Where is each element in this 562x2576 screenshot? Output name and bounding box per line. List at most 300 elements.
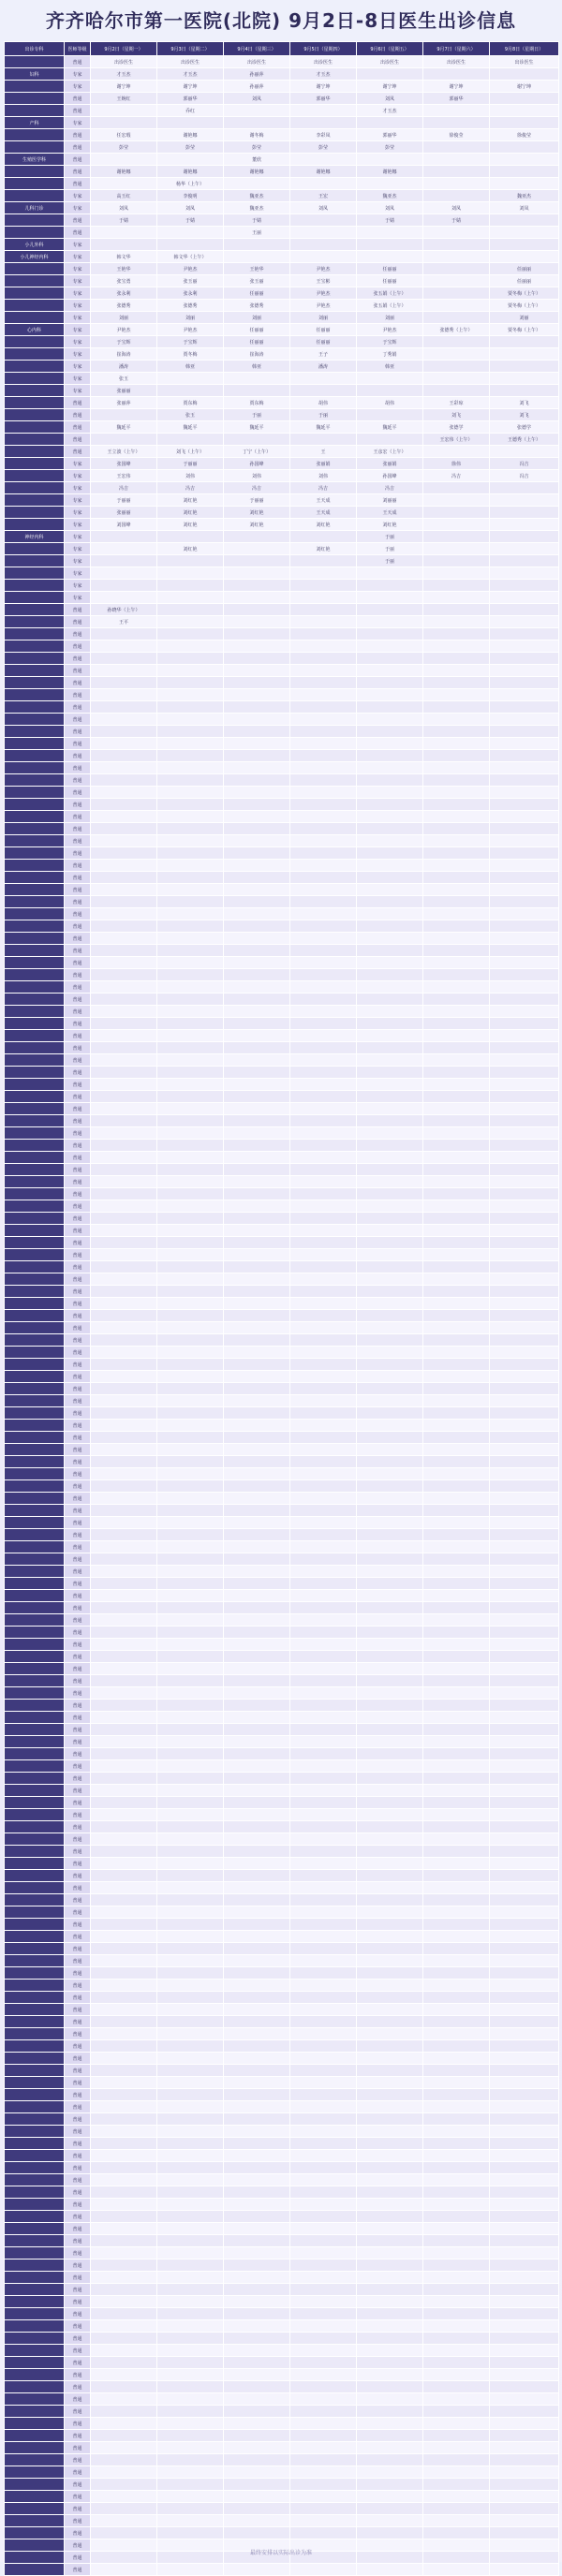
doctor-cell <box>423 1943 490 1955</box>
doctor-cell <box>423 616 490 628</box>
dept-cell <box>5 1468 65 1480</box>
dept-cell <box>5 689 65 701</box>
dept-cell <box>5 385 65 397</box>
level-cell: 普通 <box>65 2138 91 2150</box>
doctor-cell <box>490 1627 559 1639</box>
doctor-cell <box>357 1359 423 1371</box>
dept-cell <box>5 1590 65 1602</box>
doctor-cell <box>290 2418 357 2430</box>
table-row <box>5 628 559 640</box>
doctor-cell <box>290 2065 357 2077</box>
doctor-cell <box>290 2126 357 2138</box>
table-row <box>5 1992 559 2004</box>
doctor-cell <box>357 1164 423 1176</box>
doctor-cell: 王丽 <box>224 227 290 239</box>
table-row <box>5 762 559 774</box>
level-cell: 普通 <box>65 1395 91 1407</box>
doctor-cell <box>357 799 423 811</box>
doctor-cell <box>357 1687 423 1700</box>
doctor-cell <box>423 1760 490 1773</box>
doctor-cell <box>91 2430 157 2442</box>
doctor-cell: 刘红艳 <box>157 494 224 507</box>
doctor-cell <box>224 2162 290 2174</box>
level-cell: 普通 <box>65 105 91 117</box>
doctor-cell: 张宝勇 <box>91 275 157 287</box>
level-cell: 普通 <box>65 2381 91 2393</box>
doctor-cell <box>490 1237 559 1249</box>
table-row <box>5 2296 559 2308</box>
doctor-cell: 韩文华 <box>91 251 157 263</box>
doctor-cell <box>490 1505 559 1517</box>
level-cell: 专家 <box>65 361 91 373</box>
doctor-cell <box>490 981 559 994</box>
level-cell: 普通 <box>65 2357 91 2369</box>
doctor-cell <box>224 2247 290 2260</box>
doctor-cell <box>490 2186 559 2199</box>
dept-cell <box>5 1870 65 1882</box>
doctor-cell <box>224 2296 290 2308</box>
level-cell: 专家 <box>65 190 91 202</box>
level-cell: 普通 <box>65 1359 91 1371</box>
doctor-cell: 贾冬梅（上午） <box>490 300 559 312</box>
doctor-cell <box>91 1785 157 1797</box>
doctor-cell <box>224 2113 290 2126</box>
doctor-cell <box>157 580 224 592</box>
doctor-cell <box>423 1602 490 1614</box>
table-row <box>5 1517 559 1529</box>
table-row <box>5 1614 559 1627</box>
doctor-cell <box>423 68 490 81</box>
dept-cell <box>5 2503 65 2515</box>
doctor-cell <box>423 2211 490 2223</box>
doctor-cell <box>290 2174 357 2186</box>
dept-cell <box>5 1480 65 1493</box>
doctor-cell <box>290 799 357 811</box>
dept-cell <box>5 2174 65 2186</box>
doctor-cell <box>490 1371 559 1383</box>
doctor-cell <box>91 1383 157 1395</box>
doctor-cell <box>357 1967 423 1980</box>
doctor-cell <box>423 1517 490 1529</box>
dept-cell <box>5 2260 65 2272</box>
dept-cell <box>5 1773 65 1785</box>
doctor-cell <box>423 1298 490 1310</box>
doctor-cell <box>490 884 559 896</box>
table-row <box>5 1846 559 1858</box>
doctor-cell <box>357 1371 423 1383</box>
doctor-cell <box>423 2333 490 2345</box>
level-cell: 普通 <box>65 2393 91 2406</box>
doctor-cell <box>157 1127 224 1140</box>
doctor-cell <box>357 847 423 860</box>
doctor-cell <box>224 2369 290 2381</box>
table-row <box>5 1359 559 1371</box>
doctor-cell <box>423 1712 490 1724</box>
doctor-cell <box>490 896 559 908</box>
level-cell: 专家 <box>65 531 91 543</box>
doctor-cell <box>91 665 157 677</box>
doctor-cell <box>91 567 157 580</box>
doctor-cell <box>423 1030 490 1042</box>
doctor-cell <box>490 847 559 860</box>
doctor-cell <box>91 762 157 774</box>
doctor-cell <box>357 1797 423 1809</box>
doctor-cell <box>224 1505 290 1517</box>
dept-cell <box>5 908 65 920</box>
doctor-cell <box>357 665 423 677</box>
doctor-cell <box>423 1980 490 1992</box>
doctor-cell: 高玉红 <box>91 190 157 202</box>
doctor-cell <box>357 68 423 81</box>
table-row <box>5 117 559 129</box>
doctor-cell <box>423 166 490 178</box>
table-row <box>5 1225 559 1237</box>
doctor-cell <box>290 1079 357 1091</box>
doctor-cell <box>357 884 423 896</box>
doctor-cell <box>224 543 290 555</box>
doctor-cell <box>224 105 290 117</box>
dept-cell <box>5 2442 65 2454</box>
doctor-cell <box>423 105 490 117</box>
doctor-cell <box>290 1115 357 1127</box>
table-row <box>5 981 559 994</box>
doctor-cell <box>423 677 490 689</box>
doctor-cell <box>290 178 357 190</box>
table-row <box>5 2406 559 2418</box>
doctor-cell <box>157 1919 224 1931</box>
level-cell: 普通 <box>65 774 91 787</box>
doctor-cell <box>91 2503 157 2515</box>
doctor-cell: 贾东梅 <box>157 397 224 409</box>
dept-cell <box>5 1042 65 1054</box>
doctor-cell <box>423 1456 490 1468</box>
table-row <box>5 2211 559 2223</box>
dept-cell <box>5 957 65 969</box>
dept-cell <box>5 884 65 896</box>
doctor-cell <box>91 628 157 640</box>
doctor-cell <box>423 239 490 251</box>
table-row <box>5 714 559 726</box>
doctor-cell <box>490 1347 559 1359</box>
doctor-cell <box>490 543 559 555</box>
doctor-cell <box>290 1371 357 1383</box>
doctor-cell <box>423 835 490 847</box>
doctor-cell <box>290 1529 357 1541</box>
level-cell: 普通 <box>65 701 91 714</box>
doctor-cell <box>157 689 224 701</box>
dept-cell <box>5 1200 65 1213</box>
level-cell: 专家 <box>65 202 91 214</box>
doctor-cell <box>157 1140 224 1152</box>
doctor-cell <box>290 1188 357 1200</box>
doctor-cell <box>357 2381 423 2393</box>
level-cell: 普通 <box>65 1371 91 1383</box>
doctor-cell: 于丽丽 <box>91 494 157 507</box>
dept-cell <box>5 312 65 324</box>
table-row <box>5 202 559 214</box>
doctor-cell <box>423 2357 490 2369</box>
dept-cell <box>5 2150 65 2162</box>
level-cell: 普通 <box>65 908 91 920</box>
table-header <box>5 42 559 56</box>
doctor-cell <box>490 1773 559 1785</box>
table-row <box>5 1712 559 1724</box>
doctor-cell <box>224 580 290 592</box>
doctor-cell <box>357 1140 423 1152</box>
doctor-cell <box>423 1371 490 1383</box>
level-cell: 普通 <box>65 1286 91 1298</box>
doctor-cell <box>224 1748 290 1760</box>
doctor-cell <box>357 774 423 787</box>
level-cell: 普通 <box>65 2101 91 2113</box>
doctor-cell: 刘飞 <box>490 409 559 421</box>
level-cell: 专家 <box>65 81 91 93</box>
doctor-cell <box>423 1091 490 1103</box>
level-cell: 普通 <box>65 1127 91 1140</box>
doctor-cell <box>224 2515 290 2527</box>
doctor-cell <box>357 1152 423 1164</box>
doctor-cell <box>224 1687 290 1700</box>
doctor-cell <box>357 2515 423 2527</box>
table-row <box>5 519 559 531</box>
doctor-cell <box>423 1310 490 1322</box>
doctor-cell <box>91 799 157 811</box>
level-cell: 普通 <box>65 1407 91 1420</box>
doctor-cell <box>423 275 490 287</box>
doctor-cell <box>91 2284 157 2296</box>
doctor-cell <box>224 1103 290 1115</box>
level-cell: 普通 <box>65 1115 91 1127</box>
doctor-cell <box>490 1079 559 1091</box>
table-row <box>5 1639 559 1651</box>
dept-cell <box>5 1931 65 1943</box>
doctor-cell <box>490 1383 559 1395</box>
dept-cell <box>5 1906 65 1919</box>
table-row <box>5 2138 559 2150</box>
doctor-cell <box>423 2065 490 2077</box>
doctor-cell <box>224 1541 290 1553</box>
dept-cell <box>5 787 65 799</box>
doctor-cell <box>423 957 490 969</box>
doctor-cell <box>224 1882 290 1894</box>
doctor-cell <box>224 2333 290 2345</box>
doctor-cell <box>490 1894 559 1906</box>
table-row <box>5 56 559 68</box>
doctor-cell <box>157 1614 224 1627</box>
doctor-cell: 刘丽 <box>357 312 423 324</box>
doctor-cell <box>490 701 559 714</box>
level-cell: 专家 <box>65 373 91 385</box>
doctor-cell <box>357 762 423 774</box>
level-cell: 普通 <box>65 2296 91 2308</box>
doctor-cell <box>224 1517 290 1529</box>
table-row <box>5 2162 559 2174</box>
doctor-cell <box>490 166 559 178</box>
dept-cell <box>5 799 65 811</box>
doctor-cell <box>224 1614 290 1627</box>
dept-cell <box>5 2186 65 2199</box>
table-row <box>5 994 559 1006</box>
level-cell: 普通 <box>65 628 91 640</box>
doctor-cell <box>423 1906 490 1919</box>
doctor-cell <box>290 117 357 129</box>
column-header: 9月8日（星期日） <box>490 42 559 56</box>
doctor-cell: 谢艳娜 <box>157 166 224 178</box>
doctor-cell <box>91 1456 157 1468</box>
doctor-cell <box>357 1249 423 1261</box>
dept-cell <box>5 555 65 567</box>
doctor-cell: 张德秀（上午） <box>423 324 490 336</box>
doctor-cell <box>91 1919 157 1931</box>
level-cell: 普通 <box>65 750 91 762</box>
doctor-cell <box>290 1931 357 1943</box>
doctor-cell <box>157 774 224 787</box>
dept-cell <box>5 2320 65 2333</box>
doctor-cell <box>224 2223 290 2235</box>
dept-cell <box>5 872 65 884</box>
doctor-cell <box>490 1420 559 1432</box>
doctor-cell <box>357 2564 423 2576</box>
doctor-cell <box>490 1821 559 1833</box>
doctor-cell: 刘凤 <box>290 202 357 214</box>
doctor-cell <box>290 1967 357 1980</box>
table-row <box>5 665 559 677</box>
level-cell: 普通 <box>65 1627 91 1639</box>
doctor-cell <box>357 1578 423 1590</box>
doctor-cell: 刘凤 <box>157 202 224 214</box>
doctor-cell <box>490 580 559 592</box>
doctor-cell <box>290 1054 357 1067</box>
dept-cell <box>5 1833 65 1846</box>
doctor-cell <box>357 1006 423 1018</box>
table-row <box>5 1553 559 1566</box>
doctor-cell: 于宝辉 <box>157 336 224 348</box>
doctor-cell <box>357 1627 423 1639</box>
level-cell: 普通 <box>65 2065 91 2077</box>
table-row <box>5 397 559 409</box>
doctor-cell <box>423 1395 490 1407</box>
doctor-cell <box>490 1712 559 1724</box>
table-row <box>5 2028 559 2040</box>
doctor-cell <box>91 1627 157 1639</box>
dept-cell <box>5 1079 65 1091</box>
doctor-cell <box>290 1736 357 1748</box>
doctor-cell <box>224 738 290 750</box>
doctor-cell <box>357 1347 423 1359</box>
doctor-cell <box>423 1140 490 1152</box>
doctor-cell <box>157 738 224 750</box>
doctor-cell <box>290 2308 357 2320</box>
doctor-cell <box>357 933 423 945</box>
dept-cell <box>5 933 65 945</box>
doctor-cell <box>290 1322 357 1334</box>
level-cell: 专家 <box>65 470 91 482</box>
doctor-cell: 王立波（上午） <box>91 446 157 458</box>
doctor-cell <box>357 1407 423 1420</box>
doctor-cell <box>290 1724 357 1736</box>
doctor-cell <box>357 1444 423 1456</box>
level-cell: 普通 <box>65 397 91 409</box>
doctor-cell <box>490 604 559 616</box>
doctor-cell <box>290 214 357 227</box>
doctor-cell <box>423 2162 490 2174</box>
doctor-cell <box>91 1541 157 1553</box>
doctor-cell <box>490 1590 559 1602</box>
table-row <box>5 2004 559 2016</box>
doctor-cell <box>490 1493 559 1505</box>
level-cell: 普通 <box>65 1018 91 1030</box>
table-row <box>5 701 559 714</box>
doctor-cell <box>91 1225 157 1237</box>
table-row <box>5 1493 559 1505</box>
doctor-cell <box>423 1237 490 1249</box>
dept-cell <box>5 994 65 1006</box>
doctor-cell <box>423 1164 490 1176</box>
doctor-cell <box>357 1639 423 1651</box>
doctor-cell <box>157 847 224 860</box>
dept-cell <box>5 336 65 348</box>
doctor-cell <box>490 141 559 154</box>
doctor-cell <box>290 2272 357 2284</box>
doctor-cell <box>490 1042 559 1054</box>
doctor-cell: 冯吉 <box>490 458 559 470</box>
dept-cell <box>5 2430 65 2442</box>
level-cell: 普通 <box>65 811 91 823</box>
doctor-cell <box>290 2235 357 2247</box>
doctor-cell <box>357 1651 423 1663</box>
doctor-cell <box>423 1614 490 1627</box>
dept-cell <box>5 628 65 640</box>
doctor-cell <box>157 1687 224 1700</box>
doctor-cell <box>157 2235 224 2247</box>
doctor-cell <box>224 799 290 811</box>
doctor-cell <box>224 1347 290 1359</box>
dept-cell <box>5 1967 65 1980</box>
doctor-cell <box>357 154 423 166</box>
doctor-cell <box>91 1566 157 1578</box>
doctor-cell <box>290 2466 357 2479</box>
table-row <box>5 2418 559 2430</box>
dept-cell <box>5 665 65 677</box>
table-row <box>5 2016 559 2028</box>
doctor-cell <box>357 434 423 446</box>
doctor-cell <box>490 653 559 665</box>
level-cell: 普通 <box>65 1748 91 1760</box>
doctor-cell <box>91 1152 157 1164</box>
doctor-cell <box>290 2430 357 2442</box>
level-cell: 普通 <box>65 1383 91 1395</box>
doctor-cell: 丁秀娟 <box>357 348 423 361</box>
doctor-cell <box>290 1639 357 1651</box>
level-cell: 普通 <box>65 141 91 154</box>
doctor-cell <box>357 872 423 884</box>
doctor-cell <box>423 860 490 872</box>
dept-cell <box>5 1675 65 1687</box>
doctor-cell: 王平 <box>91 616 157 628</box>
doctor-cell <box>224 872 290 884</box>
doctor-cell <box>490 1906 559 1919</box>
level-cell: 普通 <box>65 1651 91 1663</box>
doctor-cell <box>423 969 490 981</box>
doctor-cell <box>290 2260 357 2272</box>
doctor-cell <box>157 1700 224 1712</box>
level-cell: 普通 <box>65 1237 91 1249</box>
doctor-cell <box>157 2333 224 2345</box>
doctor-cell <box>290 1797 357 1809</box>
dept-cell <box>5 1797 65 1809</box>
dept-cell <box>5 2393 65 2406</box>
doctor-cell <box>357 1176 423 1188</box>
